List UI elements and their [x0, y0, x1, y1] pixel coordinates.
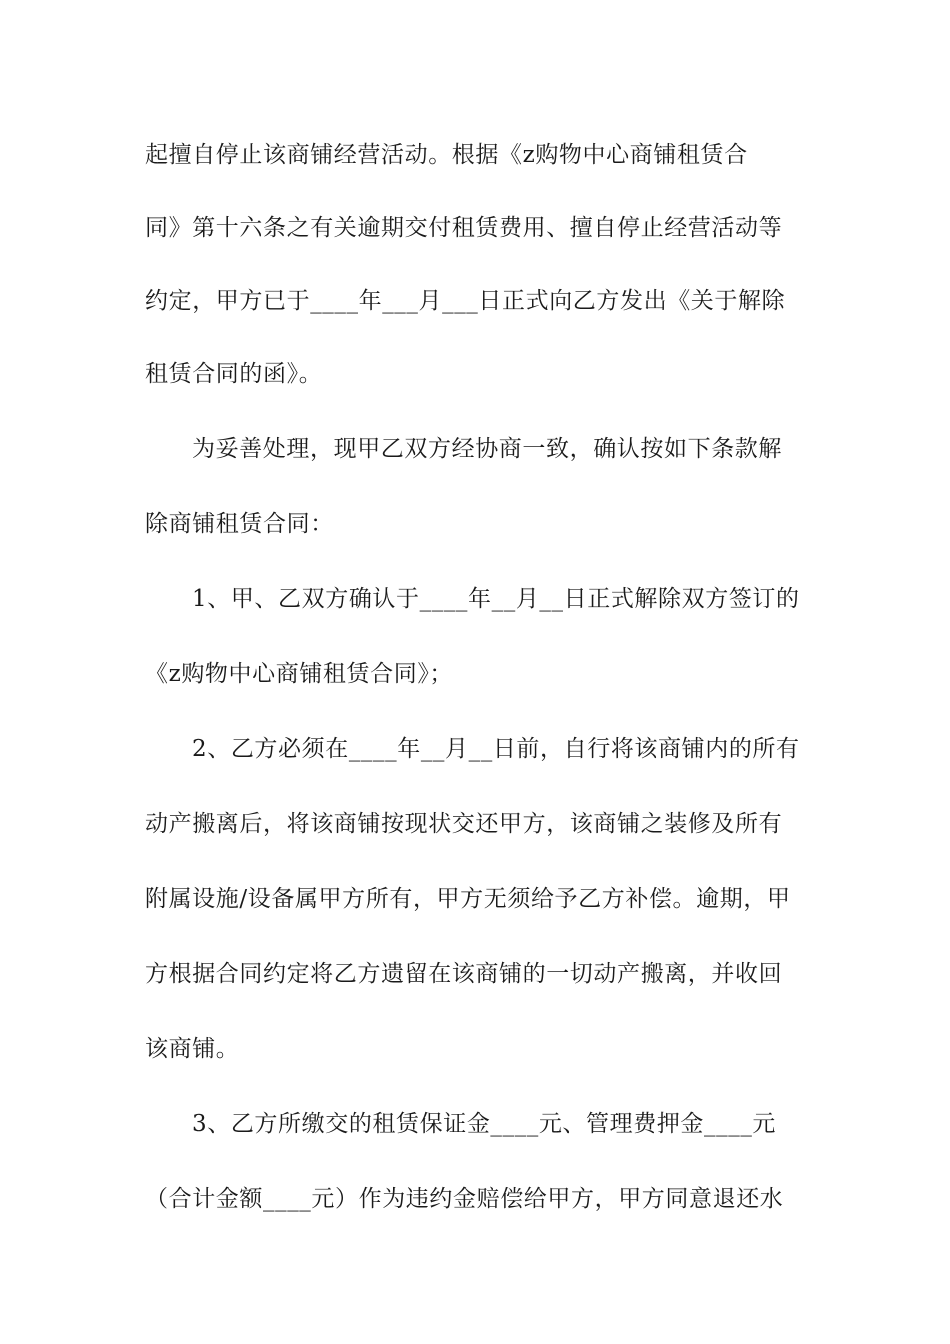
text-line: 同》第十六条之有关逾期交付租赁费用、擅自停止经营活动等 — [145, 215, 783, 241]
text-line: 方根据合同约定将乙方遗留在该商铺的一切动产搬离，并收回 — [145, 961, 783, 987]
text-line: 《z购物中心商铺租赁合同》； — [145, 661, 454, 687]
clause-3-line: 3、乙方所缴交的租赁保证金____元、管理费押金____元 — [192, 1111, 777, 1137]
text-line: 附属设施/设备属甲方所有，甲方无须给予乙方补偿。逾期，甲 — [145, 886, 791, 912]
text-line: 除商铺租赁合同： — [145, 511, 334, 537]
clause-2-line: 2、乙方必须在____年__月__日前，自行将该商铺内的所有 — [192, 736, 800, 762]
text-line: （合计金额____元）作为违约金赔偿给甲方，甲方同意退还水 — [145, 1186, 784, 1212]
paragraph-start-line: 为妥善处理，现甲乙双方经协商一致，确认按如下条款解 — [192, 436, 782, 462]
text-line: 动产搬离后，将该商铺按现状交还甲方，该商铺之装修及所有 — [145, 811, 783, 837]
text-line: 约定，甲方已于____年___月___日正式向乙方发出《关于解除 — [145, 288, 786, 314]
clause-1-line: 1、甲、乙双方确认于____年__月__日正式解除双方签订的 — [192, 586, 800, 612]
text-line: 起擅自停止该商铺经营活动。根据《z购物中心商铺租赁合 — [145, 142, 748, 168]
text-line: 租赁合同的函》。 — [145, 361, 323, 387]
text-line: 该商铺。 — [145, 1036, 240, 1062]
